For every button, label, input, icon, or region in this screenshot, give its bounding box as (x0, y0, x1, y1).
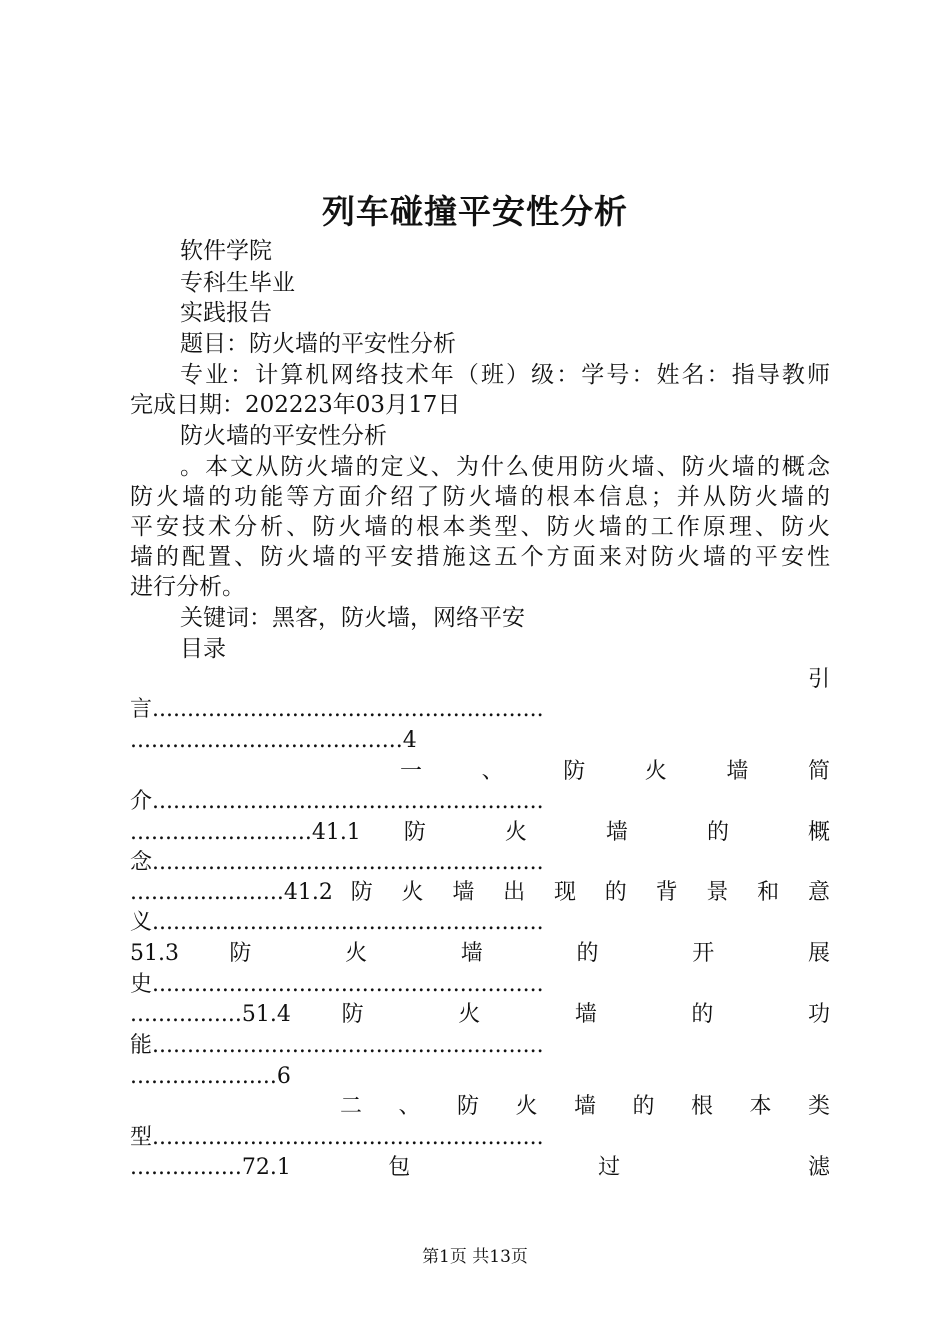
toc-line: 言........................................................ (130, 697, 544, 722)
abstract-line: 。本文从防火墙的定义、为什么使用防火墙、防火墙的概念 (180, 454, 830, 480)
topic-line: 题目：防火墙的平安性分析 (180, 331, 456, 357)
toc-line: 二 、 防 火 墙 的 根 本 类 (340, 1094, 830, 1119)
toc-line: ..........................41.1 防 火 墙 的 概 (130, 820, 830, 845)
toc-line: 引 (807, 667, 830, 692)
toc-line: ......................41.2 防 火 墙 出 现 的 背 景 和 意 (130, 880, 830, 905)
completion-date-line: 完成日期：202223年03月17日 (130, 392, 461, 418)
abstract-line: 进行分析。 (130, 574, 245, 600)
toc-line: 义........................................................ (130, 910, 544, 935)
abstract-line: 墙的配置、防火墙的平安措施这五个方面来对防火墙的平安性 (130, 544, 830, 570)
page-footer: 第1页 共13页 (422, 1247, 528, 1267)
report-type-line: 实践报告 (180, 300, 272, 326)
abstract-line: 平安技术分析、防火墙的根本类型、防火墙的工作原理、防火 (130, 514, 830, 540)
keywords-line: 关键词：黑客，防火墙，网络平安 (180, 605, 525, 631)
document-title: 列车碰撞平安性分析 (322, 192, 628, 231)
toc-line: ................51.4 防 火 墙 的 功 (130, 1002, 830, 1027)
abstract-line: 防火墙的功能等方面介绍了防火墙的根本信息；并从防火墙的 (130, 484, 830, 510)
toc-title: 目录 (180, 636, 226, 662)
toc-line: 一 、 防 火 墙 简 (400, 759, 830, 784)
toc-line: 型........................................................ (130, 1125, 544, 1150)
toc-line: .....................6 (130, 1064, 291, 1089)
toc-line: .......................................4 (130, 728, 417, 753)
section-title-line: 防火墙的平安性分析 (180, 423, 387, 449)
toc-line: 史........................................................ (130, 972, 544, 997)
toc-line: 能........................................................ (130, 1033, 544, 1058)
toc-line: 51.3 防 火 墙 的 开 展 (130, 941, 830, 966)
degree-line: 专科生毕业 (180, 270, 295, 296)
school-line: 软件学院 (180, 238, 272, 264)
toc-line: 介........................................................ (130, 789, 544, 814)
toc-line: 念........................................................ (130, 850, 544, 875)
toc-line: ................72.1 包 过 滤 (130, 1155, 830, 1180)
major-line: 专业：计算机网络技术年（班）级：学号：姓名：指导教师 (180, 362, 830, 388)
